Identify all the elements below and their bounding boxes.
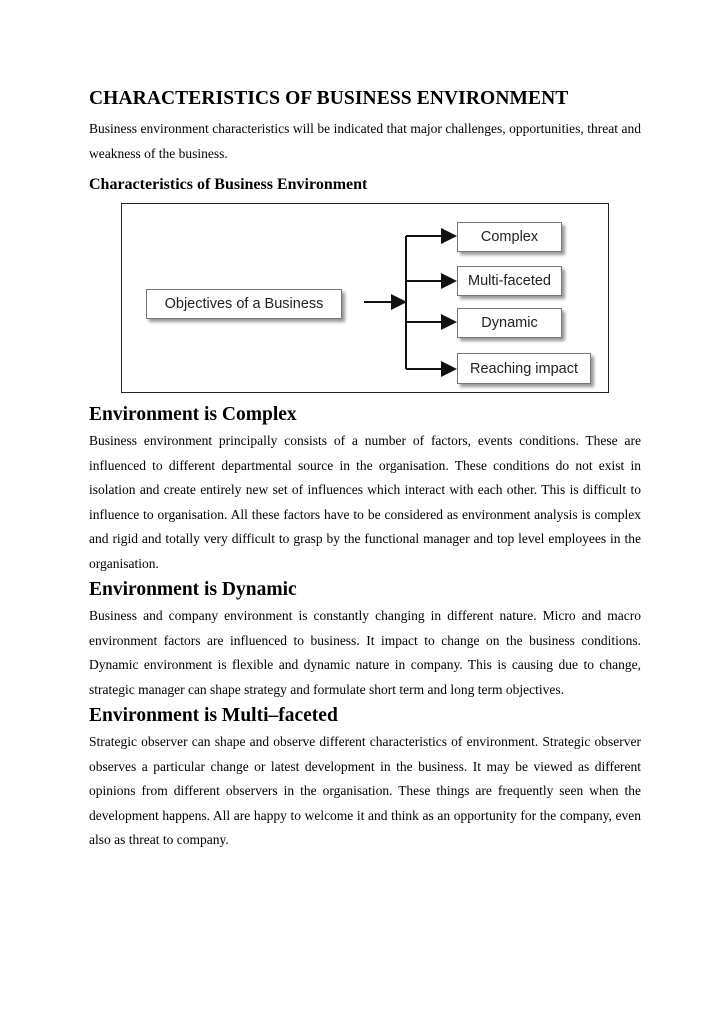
source-box: Objectives of a Business (146, 289, 342, 319)
target-box-multi-faceted: Multi-faceted (457, 266, 562, 296)
target-box-complex: Complex (457, 222, 562, 252)
target-box-reaching-impact: Reaching impact (457, 353, 591, 384)
figure-heading: Characteristics of Business Environment (89, 176, 368, 193)
objectives-diagram (121, 203, 609, 393)
section-body: Business environment principally consists of a number of factors, events conditions. These are influenced to different departmental source in the organisation. These conditions do not exist in isolation and create entirely new set of influences which interact with each other. This is difficult to influence to organisation. All these factors have to be considered as environment analysis is complex and rigid and totally very difficult to grasp by the functional manager and top level employees in the organisation. (89, 433, 641, 571)
document-page (89, 86, 641, 853)
section-heading: Environment is Dynamic (89, 579, 297, 600)
document-title: CHARACTERISTICS OF BUSINESS ENVIRONMENT (89, 88, 569, 109)
section-body: Strategic observer can shape and observe different characteristics of environment. Strategic observer observes a particular change or latest development in the business. It may be viewed as different opinions from different observers in the organisation. These things are frequently seen when the development happens. All are happy to welcome it and think as an opportunity for the company, even also as threat to company. (89, 734, 641, 847)
intro-paragraph: Business environment characteristics will be indicated that major challenges, opportunities, threat and weakness of the business. (89, 121, 641, 161)
target-box-dynamic: Dynamic (457, 308, 562, 338)
section-multi-faceted (89, 702, 641, 853)
section-complex (89, 401, 641, 576)
section-body: Business and company environment is constantly changing in different nature. Micro and macro environment factors are influenced to business. It impact to change on the business conditions. Dynamic environment is flexible and dynamic nature in company. This is causing due to change, strategic manager can shape strategy and formulate short term and long term objectives. (89, 608, 641, 697)
section-dynamic (89, 576, 641, 702)
section-heading: Environment is Complex (89, 404, 297, 425)
section-heading: Environment is Multi–faceted (89, 705, 338, 726)
